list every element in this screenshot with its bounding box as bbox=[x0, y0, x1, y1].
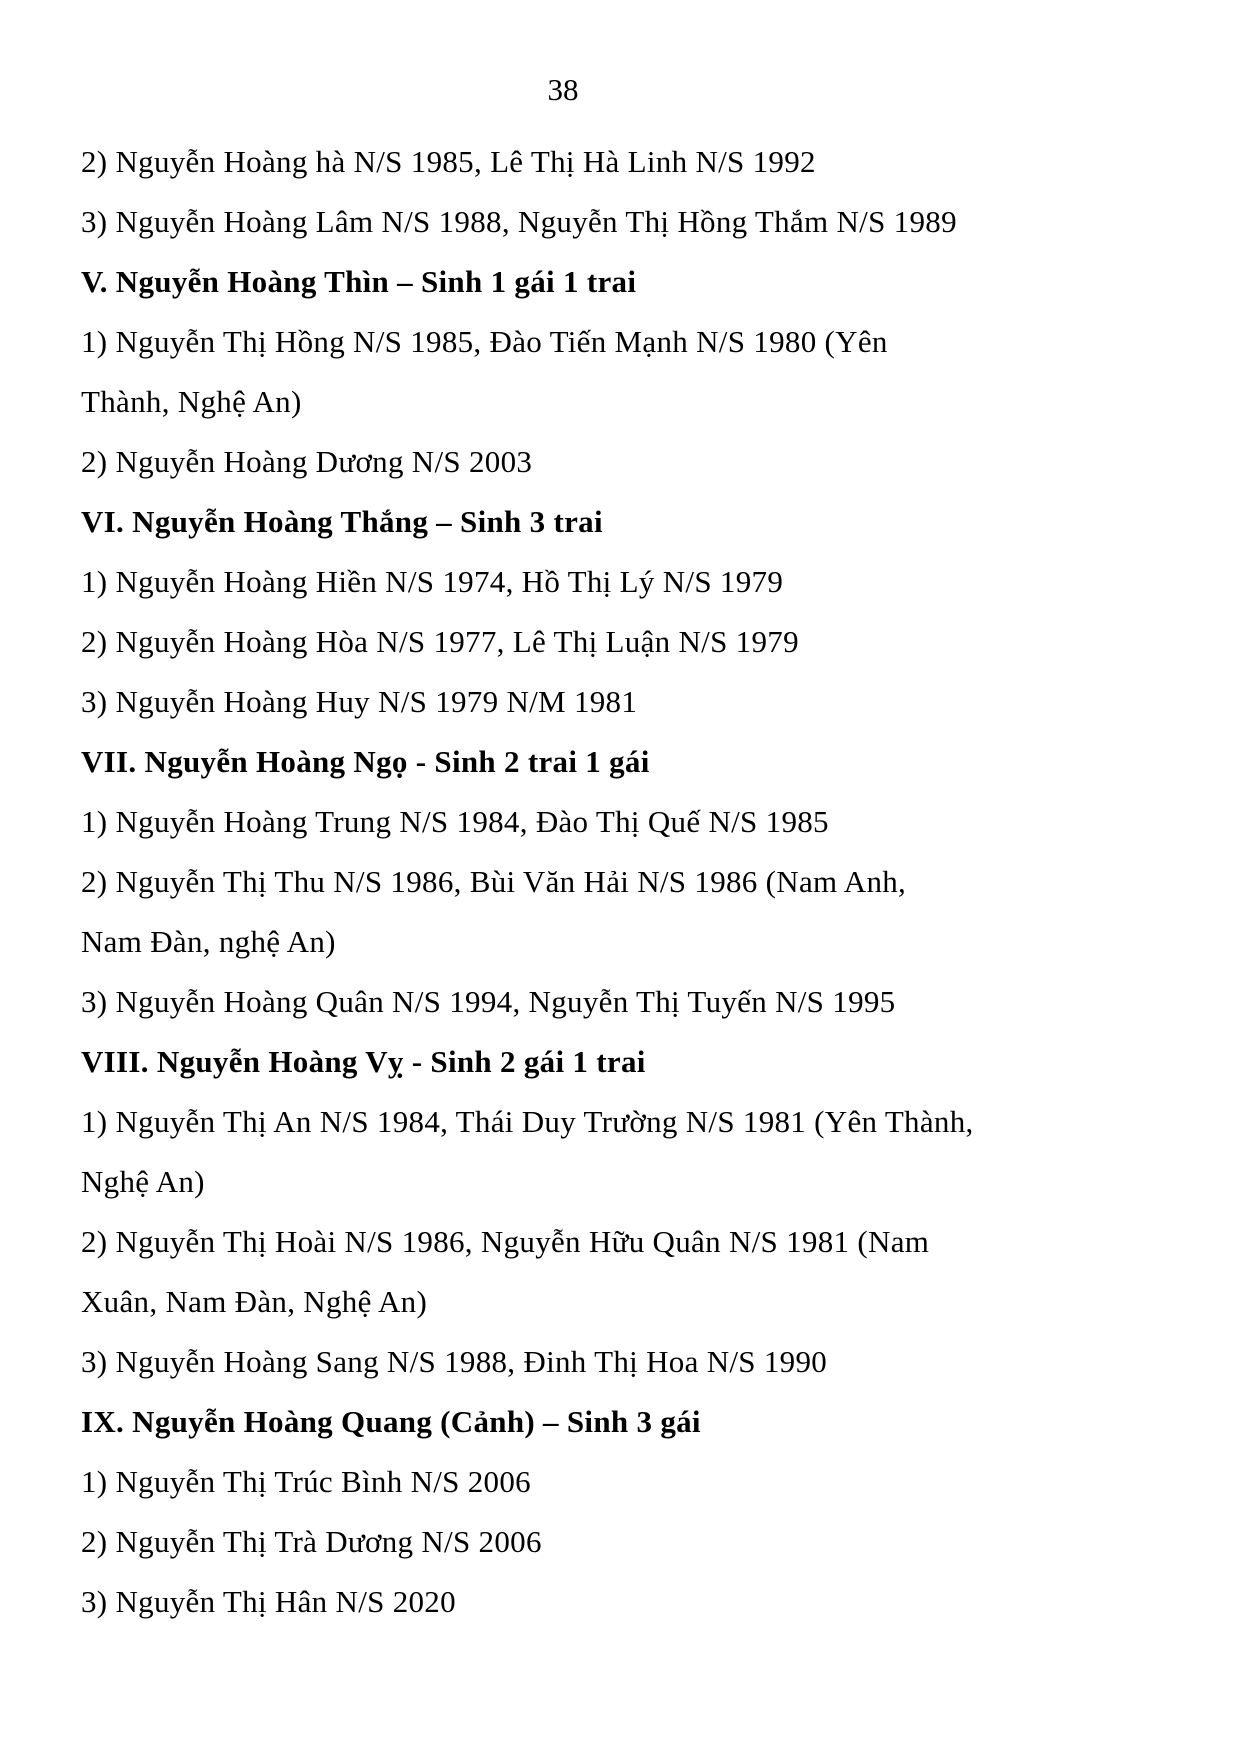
document-line: 1) Nguyễn Thị Trúc Bình N/S 2006 bbox=[81, 1464, 531, 1499]
document-line: 2) Nguyễn Thị Hoài N/S 1986, Nguyễn Hữu Quân N/S 1981 (Nam bbox=[81, 1224, 930, 1259]
section-heading: V. Nguyễn Hoàng Thìn – Sinh 1 gái 1 trai bbox=[81, 264, 637, 299]
document-line: 1) Nguyễn Thị Hồng N/S 1985, Đào Tiến Mạnh N/S 1980 (Yên bbox=[81, 324, 888, 359]
section-heading: IX. Nguyễn Hoàng Quang (Cảnh) – Sinh 3 gái bbox=[81, 1404, 701, 1439]
document-line: Nam Đàn, nghệ An) bbox=[81, 924, 336, 959]
document-line: 2) Nguyễn Thị Trà Dương N/S 2006 bbox=[81, 1524, 542, 1559]
document-line: 1) Nguyễn Hoàng Hiền N/S 1974, Hồ Thị Lý N/S 1979 bbox=[81, 564, 784, 599]
document-line: 3) Nguyễn Hoàng Sang N/S 1988, Đinh Thị Hoa N/S 1990 bbox=[81, 1344, 828, 1379]
document-line: 3) Nguyễn Hoàng Lâm N/S 1988, Nguyễn Thị Hồng Thắm N/S 1989 bbox=[81, 204, 957, 239]
section-heading: VI. Nguyễn Hoàng Thắng – Sinh 3 trai bbox=[81, 504, 603, 539]
document-line: 3) Nguyễn Hoàng Quân N/S 1994, Nguyễn Thị Tuyến N/S 1995 bbox=[81, 984, 896, 1019]
document-line: 2) Nguyễn Hoàng hà N/S 1985, Lê Thị Hà Linh N/S 1992 bbox=[81, 144, 816, 179]
document-line: 2) Nguyễn Hoàng Hòa N/S 1977, Lê Thị Luận N/S 1979 bbox=[81, 624, 799, 659]
section-heading: VIII. Nguyễn Hoàng Vỵ - Sinh 2 gái 1 trai bbox=[81, 1044, 646, 1079]
page-number: 38 bbox=[547, 72, 579, 107]
document-line: 1) Nguyễn Thị An N/S 1984, Thái Duy Trường N/S 1981 (Yên Thành, bbox=[81, 1104, 974, 1139]
section-heading: VII. Nguyễn Hoàng Ngọ - Sinh 2 trai 1 gái bbox=[81, 744, 650, 779]
document-line: 1) Nguyễn Hoàng Trung N/S 1984, Đào Thị Quế N/S 1985 bbox=[81, 804, 829, 839]
document-line: Nghệ An) bbox=[81, 1164, 205, 1199]
document-line: Xuân, Nam Đàn, Nghệ An) bbox=[81, 1284, 428, 1319]
document-line: Thành, Nghệ An) bbox=[81, 384, 302, 419]
document-line: 2) Nguyễn Hoàng Dương N/S 2003 bbox=[81, 444, 533, 479]
document-line: 3) Nguyễn Thị Hân N/S 2020 bbox=[81, 1584, 456, 1619]
document-line: 2) Nguyễn Thị Thu N/S 1986, Bùi Văn Hải N/S 1986 (Nam Anh, bbox=[81, 864, 907, 899]
document-line: 3) Nguyễn Hoàng Huy N/S 1979 N/M 1981 bbox=[81, 684, 638, 719]
document-body bbox=[81, 132, 1221, 1632]
